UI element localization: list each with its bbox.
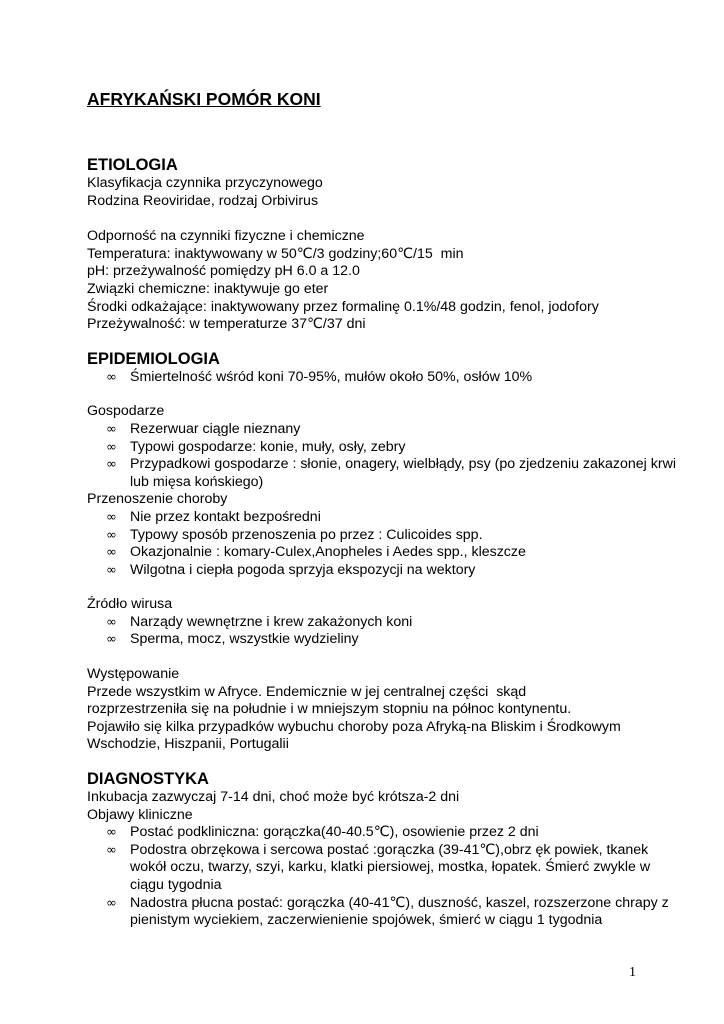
list-item <box>87 895 687 930</box>
bullet-icon: ∞ <box>106 842 117 858</box>
list-item-text: Narządy wewnętrzne i krew zakażonych koni <box>130 613 413 630</box>
list-item <box>87 562 687 580</box>
list-item-text: Typowi gospodarze: konie, muły, osły, zebry <box>130 438 406 455</box>
etiologia-line: Odporność na czynniki fizyczne i chemiczne <box>87 228 365 245</box>
bullet-icon: ∞ <box>106 421 117 437</box>
bullet-icon: ∞ <box>106 369 117 385</box>
etiologia-line: Rodzina Reoviridae, rodzaj Orbivirus <box>87 192 319 209</box>
list-item-text: Nie przez kontakt bezpośredni <box>130 508 321 525</box>
bullet-icon: ∞ <box>106 825 117 841</box>
list-item-text: Śmiertelność wśród koni 70-95%, mułów około 50%, osłów 10% <box>130 368 533 385</box>
list-item <box>87 439 687 457</box>
list-item-text: Typowy sposób przenoszenia po przez : Culicoides spp. <box>130 526 483 543</box>
bullet-list <box>87 369 687 387</box>
list-item <box>87 824 687 842</box>
list-item <box>87 421 687 439</box>
etiologia-line: Klasyfikacja czynnika przyczynowego <box>87 175 323 191</box>
bullet-icon: ∞ <box>106 895 117 911</box>
list-item <box>87 842 687 895</box>
section-label: Gospodarze <box>87 403 165 420</box>
list-item-text: Wilgotna i ciepła pogoda sprzyja ekspozycji na wektory <box>130 561 476 578</box>
list-item <box>87 456 687 491</box>
etiologia-line: Środki odkażające: inaktywowany przez formalinę 0.1%/48 godzin, fenol, jodofory <box>87 298 599 315</box>
etiologia-line: Związki chemiczne: inaktywuje go eter <box>87 280 329 297</box>
bullet-icon: ∞ <box>106 457 117 473</box>
heading-epidemiologia: EPIDEMIOLOGIA <box>87 349 220 368</box>
list-item <box>87 614 687 632</box>
list-item <box>87 544 687 562</box>
list-item-text: Sperma, mocz, wszystkie wydzieliny <box>130 631 359 648</box>
bullet-icon: ∞ <box>106 632 117 648</box>
bullet-icon: ∞ <box>106 509 117 525</box>
list-item-text: Rezerwuar ciągle nieznany <box>130 420 301 437</box>
bullet-list <box>87 614 687 649</box>
bullet-icon: ∞ <box>106 527 117 543</box>
list-item-text: Podostra obrzękowa i sercowa postać :gorączka (39-41℃),obrz ęk powiek, tkanek wokół oczu, twarzy, szyi, karku, klatki piersiowej, mostka, łopatek. Śmierć zwykle w ciągu tygodnia <box>130 841 651 893</box>
bullet-icon: ∞ <box>106 439 117 455</box>
section-label: Przenoszenie choroby <box>87 491 228 508</box>
paragraph-line: Występowanie <box>87 666 180 683</box>
heading-diagnostyka: DIAGNOSTYKA <box>87 770 209 789</box>
bullet-icon: ∞ <box>106 614 117 630</box>
heading-etiologia: ETIOLOGIA <box>87 156 178 174</box>
paragraph-line: rozprzestrzeniła się na południe i w mniejszym stopniu na północ kontynentu. <box>87 701 572 718</box>
list-item <box>87 631 687 649</box>
etiologia-line: Temperatura: inaktywowany w 50℃/3 godziny;60℃/15 min <box>87 245 464 262</box>
document-title: AFRYKAŃSKI POMÓR KONI <box>87 89 321 109</box>
bullet-icon: ∞ <box>106 545 117 561</box>
diagnostyka-line: Objawy kliniczne <box>87 806 193 823</box>
paragraph-line: Wschodzie, Hiszpanii, Portugalii <box>87 736 289 753</box>
list-item-text: Nadostra płucna postać: gorączka (40-41℃), duszność, kaszel, rozszerzone chrapy z pienistym wyciekiem, zaczerwienienie spojówek, śmierć w ciągu 1 tygodnia <box>130 894 669 929</box>
diagnostyka-line: Inkubacja zazwyczaj 7-14 dni, choć może być krótsza-2 dni <box>87 789 460 806</box>
paragraph-line: Przede wszystkim w Afryce. Endemicznie w jej centralnej części skąd <box>87 683 527 700</box>
bullet-list <box>87 421 687 491</box>
bullet-list <box>87 509 687 579</box>
list-item <box>87 509 687 527</box>
list-item-text: Przypadkowi gospodarze : słonie, onagery, wielbłądy, psy (po zjedzeniu zakazonej krwi lub mięsa końskiego) <box>130 456 676 490</box>
document-content <box>87 88 687 930</box>
list-item-text: Postać podkliniczna: gorączka(40-40.5℃), osowienie przez 2 dni <box>130 824 539 841</box>
list-item <box>87 527 687 545</box>
section-label: Źródło wirusa <box>87 596 173 613</box>
etiologia-line: Przeżywalność: w temperaturze 37℃/37 dni <box>87 316 366 333</box>
bullet-icon: ∞ <box>106 562 117 578</box>
page-number: 1 <box>629 965 636 980</box>
list-item <box>87 369 687 387</box>
etiologia-line: pH: przeżywalność pomiędzy pH 6.0 a 12.0 <box>87 263 360 280</box>
bullet-list <box>87 824 687 930</box>
paragraph-line: Pojawiło się kilka przypadków wybuchu choroby poza Afryką-na Bliskim i Środkowym <box>87 718 621 735</box>
list-item-text: Okazjonalnie : komary-Culex,Anopheles i Aedes spp., kleszcze <box>130 544 526 561</box>
